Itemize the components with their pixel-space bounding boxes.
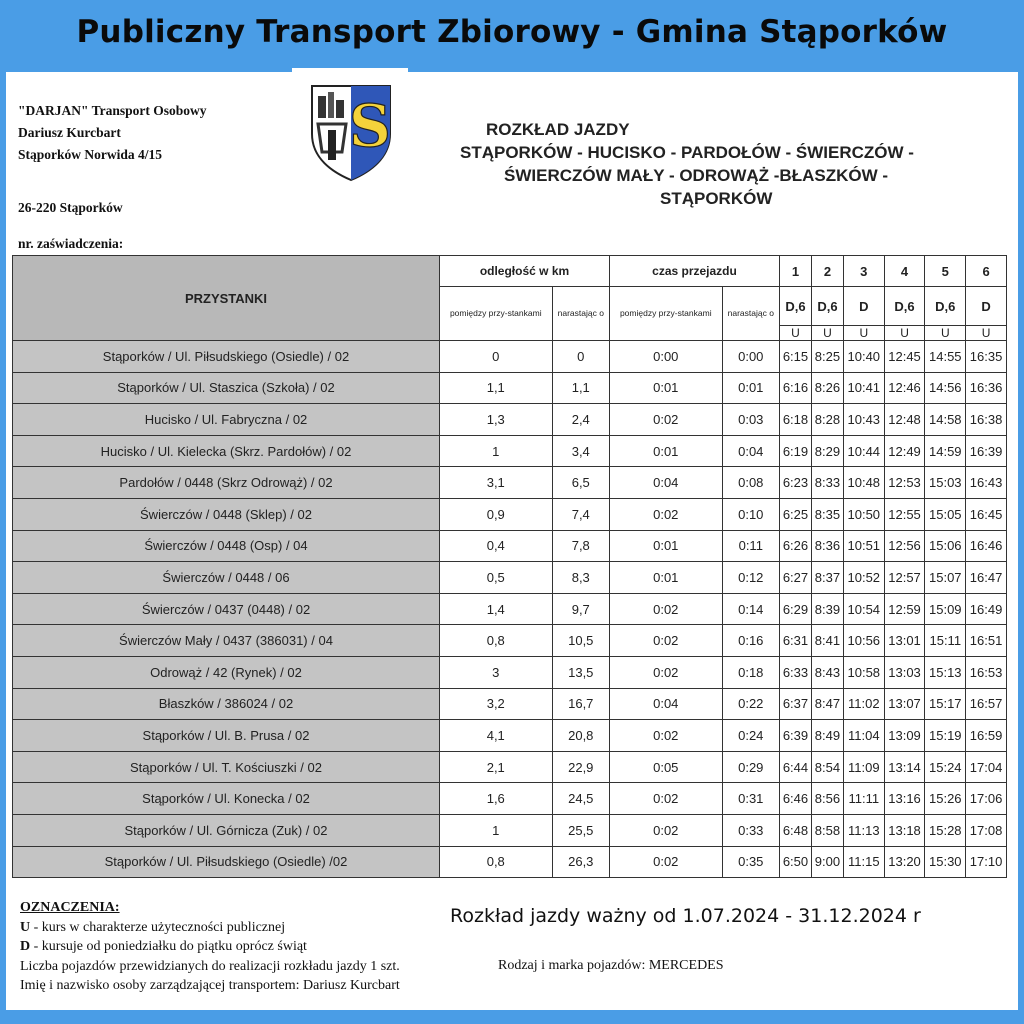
legend-u-text: - kurs w charakterze użyteczności publicznej <box>30 919 286 935</box>
time-cumulative: 0:03 <box>722 404 779 436</box>
legend-u-key: U <box>20 919 31 935</box>
distance-cumulative: 10,5 <box>552 625 609 657</box>
course-number: 2 <box>811 256 843 287</box>
course-days: D,6 <box>811 287 843 326</box>
course-days: D <box>843 287 884 326</box>
departure-time: 16:38 <box>966 404 1007 436</box>
departure-time: 10:41 <box>843 372 884 404</box>
departure-time: 10:40 <box>843 341 884 373</box>
departure-time: 8:35 <box>811 498 843 530</box>
legend-d-key: D <box>20 939 31 954</box>
distance-cumulative: 2,4 <box>552 404 609 436</box>
time-cumulative: 0:22 <box>722 688 779 720</box>
time-cumulative: 0:12 <box>722 562 779 594</box>
distance-between: 3,2 <box>440 688 553 720</box>
table-row <box>13 341 1007 373</box>
departure-time: 15:26 <box>925 783 966 815</box>
table-row <box>13 530 1007 562</box>
departure-time: 6:33 <box>780 656 812 688</box>
time-between: 0:00 <box>610 341 723 373</box>
departure-time: 12:45 <box>884 341 925 373</box>
departure-time: 6:23 <box>780 467 812 499</box>
course-type: U <box>884 326 925 341</box>
stop-name: Świerczów Mały / 0437 (386031) / 04 <box>13 625 440 657</box>
time-between: 0:01 <box>610 530 723 562</box>
departure-time: 16:35 <box>966 341 1007 373</box>
validity-note: Rozkład jazdy ważny od 1.07.2024 - 31.12.2024 r <box>450 905 921 927</box>
distance-between: 1 <box>440 435 553 467</box>
departure-time: 16:49 <box>966 593 1007 625</box>
departure-time: 11:13 <box>843 814 884 846</box>
time-cumulative: 0:35 <box>722 846 779 878</box>
departure-time: 15:05 <box>925 498 966 530</box>
time-between: 0:02 <box>610 404 723 436</box>
departure-time: 16:39 <box>966 435 1007 467</box>
departure-time: 8:37 <box>811 562 843 594</box>
stop-name: Pardołów / 0448 (Skrz Odrowąż) / 02 <box>13 467 440 499</box>
departure-time: 6:39 <box>780 720 812 752</box>
distance-cumulative: 22,9 <box>552 751 609 783</box>
course-number: 5 <box>925 256 966 287</box>
page-title: Publiczny Transport Zbiorowy - Gmina Stąporków <box>76 14 948 50</box>
distance-cumulative: 3,4 <box>552 435 609 467</box>
departure-time: 12:56 <box>884 530 925 562</box>
distance-cumulative: 25,5 <box>552 814 609 846</box>
time-cumulative: 0:33 <box>722 814 779 846</box>
course-days: D <box>966 287 1007 326</box>
coat-of-arms-icon <box>306 82 396 182</box>
time-between: 0:02 <box>610 783 723 815</box>
departure-time: 17:08 <box>966 814 1007 846</box>
time-cumulative: 0:31 <box>722 783 779 815</box>
time-cumulative: 0:24 <box>722 720 779 752</box>
route-heading <box>440 118 1010 210</box>
departure-time: 15:30 <box>925 846 966 878</box>
departure-time: 15:24 <box>925 751 966 783</box>
departure-time: 8:56 <box>811 783 843 815</box>
departure-time: 15:19 <box>925 720 966 752</box>
departure-time: 16:45 <box>966 498 1007 530</box>
departure-time: 8:58 <box>811 814 843 846</box>
company-name: "DARJAN" Transport Osobowy <box>18 103 207 118</box>
time-cumulative-header: narastając o <box>722 287 779 341</box>
time-cumulative: 0:16 <box>722 625 779 657</box>
time-between: 0:04 <box>610 688 723 720</box>
distance-between: 1,1 <box>440 372 553 404</box>
table-row <box>13 372 1007 404</box>
departure-time: 6:15 <box>780 341 812 373</box>
distance-between: 0,4 <box>440 530 553 562</box>
departure-time: 16:46 <box>966 530 1007 562</box>
departure-time: 6:44 <box>780 751 812 783</box>
departure-time: 13:07 <box>884 688 925 720</box>
table-row <box>13 562 1007 594</box>
departure-time: 12:53 <box>884 467 925 499</box>
departure-time: 15:28 <box>925 814 966 846</box>
departure-time: 13:03 <box>884 656 925 688</box>
departure-time: 10:44 <box>843 435 884 467</box>
departure-time: 8:43 <box>811 656 843 688</box>
time-between: 0:05 <box>610 751 723 783</box>
departure-time: 16:43 <box>966 467 1007 499</box>
distance-cumulative: 16,7 <box>552 688 609 720</box>
departure-time: 10:43 <box>843 404 884 436</box>
vehicle-make: Rodzaj i marka pojazdów: MERCEDES <box>498 958 724 973</box>
stop-name: Stąporków / Ul. Górnicza (Zuk) / 02 <box>13 814 440 846</box>
table-row <box>13 783 1007 815</box>
departure-time: 8:54 <box>811 751 843 783</box>
departure-time: 12:59 <box>884 593 925 625</box>
departure-time: 12:49 <box>884 435 925 467</box>
legend <box>20 898 400 996</box>
stop-name: Stąporków / Ul. T. Kościuszki / 02 <box>13 751 440 783</box>
departure-time: 8:49 <box>811 720 843 752</box>
departure-time: 8:36 <box>811 530 843 562</box>
stop-name: Stąporków / Ul. Piłsudskiego (Osiedle) /02 <box>13 846 440 878</box>
table-row <box>13 846 1007 878</box>
company-address: Stąporków Norwida 4/15 <box>18 147 163 162</box>
distance-between: 4,1 <box>440 720 553 752</box>
time-between: 0:02 <box>610 656 723 688</box>
distance-between: 0,9 <box>440 498 553 530</box>
departure-time: 6:26 <box>780 530 812 562</box>
table-row <box>13 435 1007 467</box>
time-between: 0:02 <box>610 593 723 625</box>
course-number: 4 <box>884 256 925 287</box>
distance-cumulative: 1,1 <box>552 372 609 404</box>
table-row <box>13 625 1007 657</box>
distance-between: 0,8 <box>440 846 553 878</box>
time-cumulative: 0:04 <box>722 435 779 467</box>
departure-time: 10:58 <box>843 656 884 688</box>
distance-cumulative: 7,8 <box>552 530 609 562</box>
company-info <box>18 100 207 166</box>
stop-name: Błaszków / 386024 / 02 <box>13 688 440 720</box>
departure-time: 6:31 <box>780 625 812 657</box>
departure-time: 14:55 <box>925 341 966 373</box>
course-number: 1 <box>780 256 812 287</box>
departure-time: 14:58 <box>925 404 966 436</box>
departure-time: 8:26 <box>811 372 843 404</box>
departure-time: 10:52 <box>843 562 884 594</box>
departure-time: 14:56 <box>925 372 966 404</box>
departure-time: 8:41 <box>811 625 843 657</box>
departure-time: 6:19 <box>780 435 812 467</box>
distance-cumulative: 24,5 <box>552 783 609 815</box>
departure-time: 11:02 <box>843 688 884 720</box>
table-row <box>13 467 1007 499</box>
distance-between: 0 <box>440 341 553 373</box>
distance-between: 2,1 <box>440 751 553 783</box>
departure-time: 6:37 <box>780 688 812 720</box>
departure-time: 8:29 <box>811 435 843 467</box>
distance-cumulative: 26,3 <box>552 846 609 878</box>
stop-name: Świerczów / 0437 (0448) / 02 <box>13 593 440 625</box>
distance-cumulative-header: narastając o <box>552 287 609 341</box>
course-type: U <box>843 326 884 341</box>
departure-time: 6:48 <box>780 814 812 846</box>
departure-time: 11:04 <box>843 720 884 752</box>
time-cumulative: 0:10 <box>722 498 779 530</box>
timetable-table <box>12 255 1007 878</box>
departure-time: 10:48 <box>843 467 884 499</box>
certificate-label: nr. zaświadczenia: <box>18 236 124 251</box>
time-between: 0:02 <box>610 846 723 878</box>
departure-time: 12:55 <box>884 498 925 530</box>
table-row <box>13 498 1007 530</box>
departure-time: 15:13 <box>925 656 966 688</box>
stop-name: Stąporków / Ul. Konecka / 02 <box>13 783 440 815</box>
course-days: D,6 <box>925 287 966 326</box>
departure-time: 6:25 <box>780 498 812 530</box>
course-number: 3 <box>843 256 884 287</box>
logo-tab <box>292 68 408 78</box>
stops-header: PRZYSTANKI <box>13 256 440 341</box>
departure-time: 16:57 <box>966 688 1007 720</box>
departure-time: 11:09 <box>843 751 884 783</box>
distance-cumulative: 7,4 <box>552 498 609 530</box>
departure-time: 16:59 <box>966 720 1007 752</box>
time-cumulative: 0:00 <box>722 341 779 373</box>
distance-between: 0,8 <box>440 625 553 657</box>
legend-d <box>20 937 400 957</box>
departure-time: 6:29 <box>780 593 812 625</box>
departure-time: 12:46 <box>884 372 925 404</box>
time-cumulative: 0:08 <box>722 467 779 499</box>
table-row <box>13 656 1007 688</box>
stop-name: Odrowąż / 42 (Rynek) / 02 <box>13 656 440 688</box>
distance-between: 3,1 <box>440 467 553 499</box>
time-between: 0:01 <box>610 372 723 404</box>
time-cumulative: 0:18 <box>722 656 779 688</box>
departure-time: 13:09 <box>884 720 925 752</box>
distance-cumulative: 6,5 <box>552 467 609 499</box>
stop-name: Świerczów / 0448 / 06 <box>13 562 440 594</box>
departure-time: 8:33 <box>811 467 843 499</box>
route-heading-line: ŚWIERCZÓW MAŁY - ODROWĄŻ -BŁASZKÓW - <box>504 166 889 185</box>
time-between: 0:01 <box>610 562 723 594</box>
course-type: U <box>966 326 1007 341</box>
departure-time: 13:20 <box>884 846 925 878</box>
stop-name: Świerczów / 0448 (Sklep) / 02 <box>13 498 440 530</box>
departure-time: 17:10 <box>966 846 1007 878</box>
departure-time: 15:09 <box>925 593 966 625</box>
departure-time: 13:18 <box>884 814 925 846</box>
time-between: 0:02 <box>610 814 723 846</box>
logo-letter: S <box>349 92 391 160</box>
departure-time: 16:36 <box>966 372 1007 404</box>
departure-time: 10:56 <box>843 625 884 657</box>
course-days: D,6 <box>780 287 812 326</box>
distance-between: 1,3 <box>440 404 553 436</box>
course-type: U <box>780 326 812 341</box>
distance-cumulative: 13,5 <box>552 656 609 688</box>
departure-time: 15:03 <box>925 467 966 499</box>
route-heading-line: STĄPORKÓW - HUCISKO - PARDOŁÓW - ŚWIERCZÓW - <box>460 143 914 162</box>
departure-time: 8:28 <box>811 404 843 436</box>
course-type: U <box>811 326 843 341</box>
departure-time: 17:04 <box>966 751 1007 783</box>
stop-name: Świerczów / 0448 (Osp) / 04 <box>13 530 440 562</box>
departure-time: 10:54 <box>843 593 884 625</box>
time-header: czas przejazdu <box>610 256 780 287</box>
departure-time: 8:47 <box>811 688 843 720</box>
table-row <box>13 688 1007 720</box>
departure-time: 6:46 <box>780 783 812 815</box>
departure-time: 6:18 <box>780 404 812 436</box>
time-between: 0:02 <box>610 498 723 530</box>
time-cumulative: 0:01 <box>722 372 779 404</box>
departure-time: 16:51 <box>966 625 1007 657</box>
departure-time: 12:57 <box>884 562 925 594</box>
time-between: 0:01 <box>610 435 723 467</box>
departure-time: 15:07 <box>925 562 966 594</box>
departure-time: 10:51 <box>843 530 884 562</box>
departure-time: 6:27 <box>780 562 812 594</box>
company-owner: Dariusz Kurcbart <box>18 125 121 140</box>
table-row <box>13 814 1007 846</box>
distance-between: 1,4 <box>440 593 553 625</box>
route-heading-line: STĄPORKÓW <box>660 189 773 208</box>
distance-between: 1 <box>440 814 553 846</box>
course-number: 6 <box>966 256 1007 287</box>
departure-time: 17:06 <box>966 783 1007 815</box>
departure-time: 6:16 <box>780 372 812 404</box>
table-row <box>13 593 1007 625</box>
distance-between-header: pomiędzy przy-stankami <box>440 287 553 341</box>
course-type: U <box>925 326 966 341</box>
departure-time: 11:15 <box>843 846 884 878</box>
time-cumulative: 0:14 <box>722 593 779 625</box>
time-cumulative: 0:29 <box>722 751 779 783</box>
stop-name: Hucisko / Ul. Fabryczna / 02 <box>13 404 440 436</box>
departure-time: 9:00 <box>811 846 843 878</box>
departure-time: 15:17 <box>925 688 966 720</box>
time-between: 0:02 <box>610 720 723 752</box>
distance-between: 3 <box>440 656 553 688</box>
departure-time: 10:50 <box>843 498 884 530</box>
departure-time: 13:14 <box>884 751 925 783</box>
departure-time: 15:06 <box>925 530 966 562</box>
departure-time: 6:50 <box>780 846 812 878</box>
departure-time: 12:48 <box>884 404 925 436</box>
legend-vehicle-count: Liczba pojazdów przewidzianych do realizacji rozkładu jazdy 1 szt. <box>20 958 400 974</box>
stop-name: Stąporków / Ul. Staszica (Szkoła) / 02 <box>13 372 440 404</box>
departure-time: 8:25 <box>811 341 843 373</box>
distance-cumulative: 20,8 <box>552 720 609 752</box>
distance-between: 0,5 <box>440 562 553 594</box>
time-between: 0:04 <box>610 467 723 499</box>
departure-time: 8:39 <box>811 593 843 625</box>
legend-title: OZNACZENIA: <box>20 900 120 915</box>
distance-cumulative: 9,7 <box>552 593 609 625</box>
time-between: 0:02 <box>610 625 723 657</box>
departure-time: 14:59 <box>925 435 966 467</box>
distance-cumulative: 0 <box>552 341 609 373</box>
table-row <box>13 404 1007 436</box>
departure-time: 11:11 <box>843 783 884 815</box>
legend-d-text: - kursuje od poniedziałku do piątku oprócz świąt <box>30 939 307 954</box>
company-postal: 26-220 Stąporków <box>18 200 123 215</box>
time-between-header: pomiędzy przy-stankami <box>610 287 723 341</box>
distance-cumulative: 8,3 <box>552 562 609 594</box>
legend-manager: Imię i nazwisko osoby zarządzającej transportem: Dariusz Kurcbart <box>20 978 400 993</box>
route-heading-title: ROZKŁAD JAZDY <box>486 120 630 139</box>
stop-name: Stąporków / Ul. Piłsudskiego (Osiedle) / 02 <box>13 341 440 373</box>
departure-time: 13:16 <box>884 783 925 815</box>
distance-between: 1,6 <box>440 783 553 815</box>
table-row <box>13 751 1007 783</box>
time-cumulative: 0:11 <box>722 530 779 562</box>
stop-name: Hucisko / Ul. Kielecka (Skrz. Pardołów) / 02 <box>13 435 440 467</box>
departure-time: 13:01 <box>884 625 925 657</box>
distance-header: odległość w km <box>440 256 610 287</box>
stop-name: Stąporków / Ul. B. Prusa / 02 <box>13 720 440 752</box>
course-days: D,6 <box>884 287 925 326</box>
departure-time: 15:11 <box>925 625 966 657</box>
departure-time: 16:47 <box>966 562 1007 594</box>
table-row <box>13 720 1007 752</box>
departure-time: 16:53 <box>966 656 1007 688</box>
legend-u <box>20 918 400 938</box>
